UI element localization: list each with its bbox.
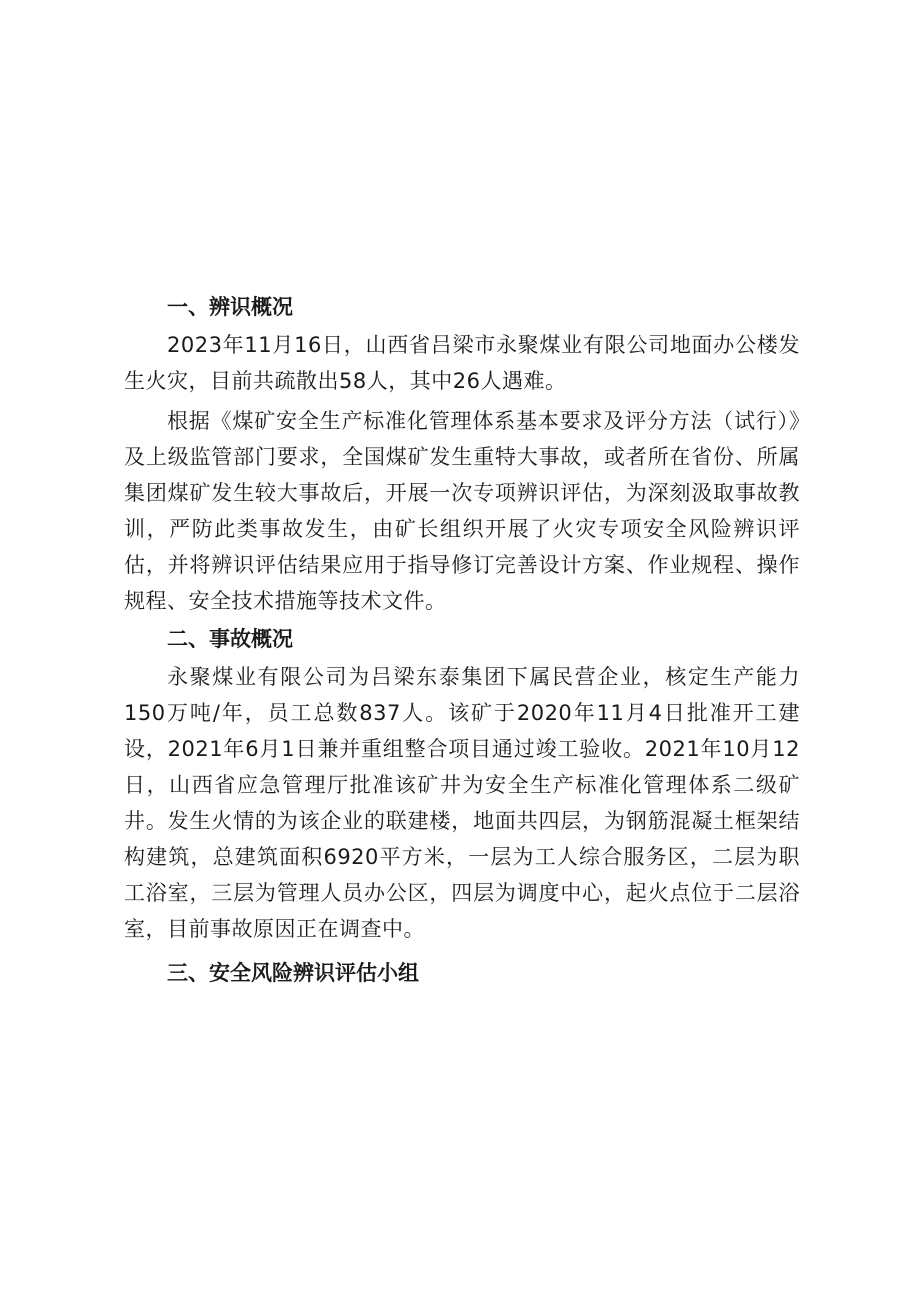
paragraph-identification-basis: 根据《煤矿安全生产标准化管理体系基本要求及评分方法（试行）》及上级监管部门要求，全国煤矿发生重特大事故，或者所在省份、所属集团煤矿发生较大事故后，开展一次专项辨识评估，为深刻汲取事故教训，严防此类事故发生，由矿长组织开展了火灾专项安全风险辨识评估，并将辨识评估结果应用于指导修订完善设计方案、作业规程、操作规程、安全技术措施等技术文件。 — [124, 409, 800, 613]
section-heading-accident-overview: 二、事故概况 — [167, 627, 293, 651]
document-body — [124, 287, 800, 993]
paragraph-incident-summary: 2023年11月16日，山西省吕梁市永聚煤业有限公司地面办公楼发生火灾，目前共疏散出58人，其中26人遇难。 — [124, 333, 800, 393]
section-heading-identification-overview: 一、辨识概况 — [167, 295, 293, 319]
section-heading-assessment-team: 三、安全风险辨识评估小组 — [167, 961, 419, 985]
paragraph-company-and-accident-details: 永聚煤业有限公司为吕梁东泰集团下属民营企业，核定生产能力150万吨/年，员工总数837人。该矿于2020年11月4日批准开工建设，2021年6月1日兼并重组整合项目通过竣工验收。2021年10月12日，山西省应急管理厅批准该矿井为安全生产标准化管理体系二级矿井。发生火情的为该企业的联建楼，地面共四层，为钢筋混凝土框架结构建筑，总建筑面积6920平方米，一层为工人综合服务区，二层为职工浴室，三层为管理人员办公区，四层为调度中心，起火点位于二层浴室，目前事故原因正在调查中。 — [124, 665, 800, 941]
